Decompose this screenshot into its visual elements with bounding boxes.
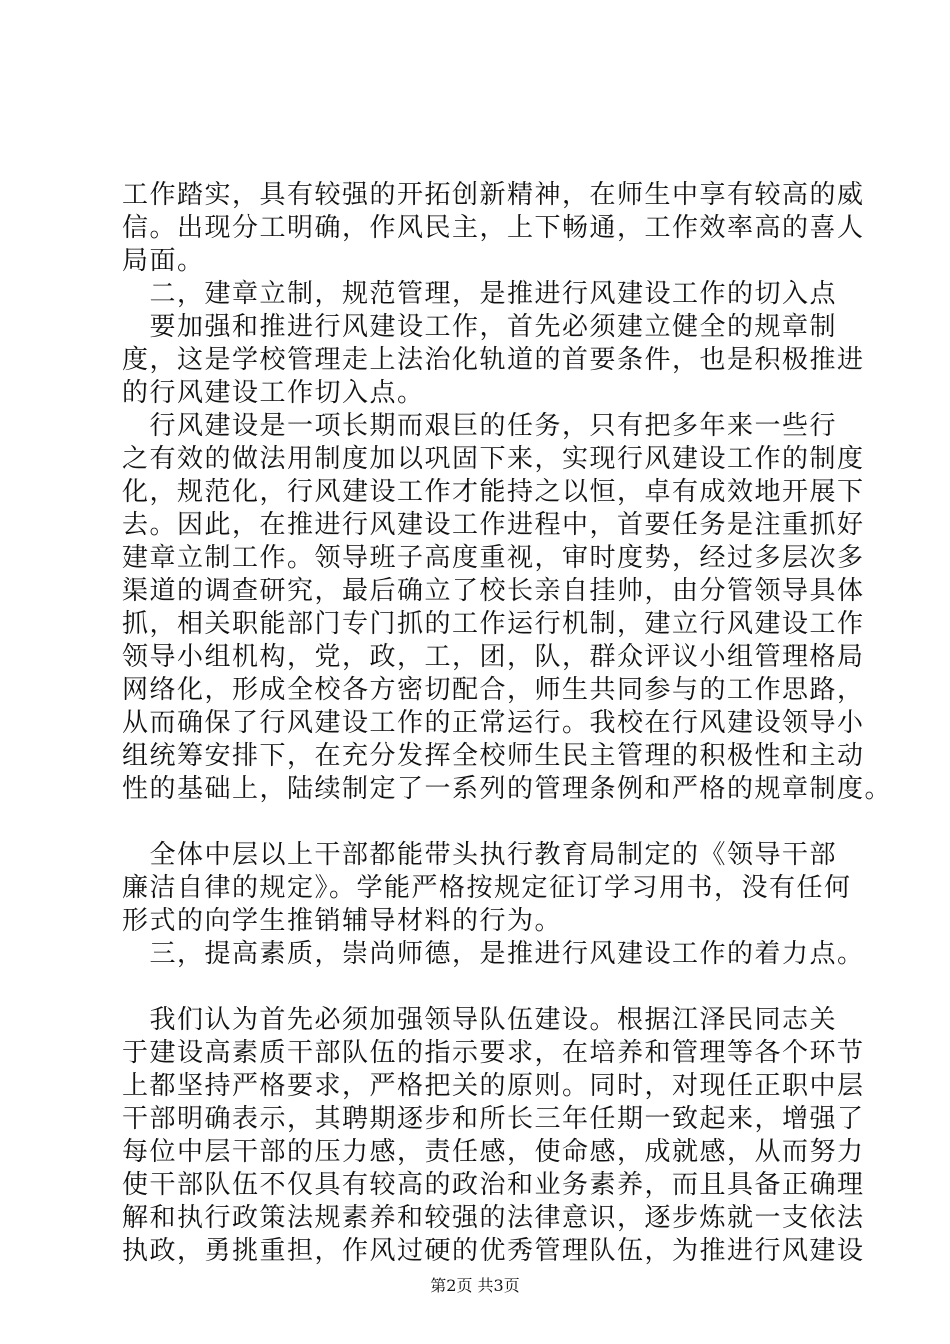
text-line: 渠道的调查研究，最后确立了校长亲自挂帅，由分管领导具体 — [122, 576, 865, 606]
text-line: 的行风建设工作切入点。 — [122, 378, 425, 408]
text-line: 廉洁自律的规定》。学能严格按规定征订学习用书，没有任何 — [122, 873, 852, 903]
text-line: 我们认为首先必须加强领导队伍建设。根据江泽民同志关 — [122, 1005, 838, 1035]
text-line: 要加强和推进行风建设工作，首先必须建立健全的规章制 — [122, 312, 838, 342]
text-line: 信。出现分工明确，作风民主，上下畅通，工作效率高的喜人 — [122, 213, 865, 243]
text-line: 化，规范化，行风建设工作才能持之以恒，卓有成效地开展下 — [122, 477, 865, 507]
text-line: 领导小组机构，党，政，工，团，队，群众评议小组管理格局 — [122, 642, 865, 672]
section-heading: 三，提高素质，崇尚师德，是推进行风建设工作的着力点。 — [122, 939, 865, 969]
text-line: 之有效的做法用制度加以巩固下来，实现行风建设工作的制度 — [122, 444, 865, 474]
text-line: 性的基础上，陆续制定了一系列的管理条例和严格的规章制度。 — [122, 774, 893, 804]
text-line: 局面。 — [122, 246, 205, 276]
text-line: 解和执行政策法规素养和较强的法律意识，逐步炼就一支依法 — [122, 1203, 865, 1233]
text-line: 网络化，形成全校各方密切配合，师生共同参与的工作思路， — [122, 675, 865, 705]
text-line: 建章立制工作。领导班子高度重视，审时度势，经过多层次多 — [122, 543, 865, 573]
text-line: 度，这是学校管理走上法治化轨道的首要条件，也是积极推进 — [122, 345, 865, 375]
text-line: 去。因此，在推进行风建设工作进程中，首要任务是注重抓好 — [122, 510, 865, 540]
page-number: 第2页 共3页 — [430, 1276, 520, 1295]
text-line: 工作踏实，具有较强的开拓创新精神，在师生中享有较高的威 — [122, 180, 865, 210]
text-line: 从而确保了行风建设工作的正常运行。我校在行风建设领导小 — [122, 708, 865, 738]
text-line: 于建设高素质干部队伍的指示要求，在培养和管理等各个环节 — [122, 1038, 865, 1068]
text-line: 抓，相关职能部门专门抓的工作运行机制，建立行风建设工作 — [122, 609, 865, 639]
text-line: 每位中层干部的压力感，责任感，使命感，成就感，从而努力 — [122, 1137, 865, 1167]
text-line: 全体中层以上干部都能带头执行教育局制定的《领导干部 — [122, 840, 838, 870]
text-line: 行风建设是一项长期而艰巨的任务，只有把多年来一些行 — [122, 411, 838, 441]
text-line: 组统筹安排下，在充分发挥全校师生民主管理的积极性和主动 — [122, 741, 865, 771]
text-line: 干部明确表示，其聘期逐步和所长三年任期一致起来，增强了 — [122, 1104, 865, 1134]
text-line: 使干部队伍不仅具有较高的政治和业务素养，而且具备正确理 — [122, 1170, 865, 1200]
text-line: 执政，勇挑重担，作风过硬的优秀管理队伍，为推进行风建设 — [122, 1236, 865, 1266]
text-line: 上都坚持严格要求，严格把关的原则。同时，对现任正职中层 — [122, 1071, 865, 1101]
section-heading: 二，建章立制，规范管理，是推进行风建设工作的切入点 — [122, 279, 838, 309]
text-line: 形式的向学生推销辅导材料的行为。 — [122, 906, 563, 936]
